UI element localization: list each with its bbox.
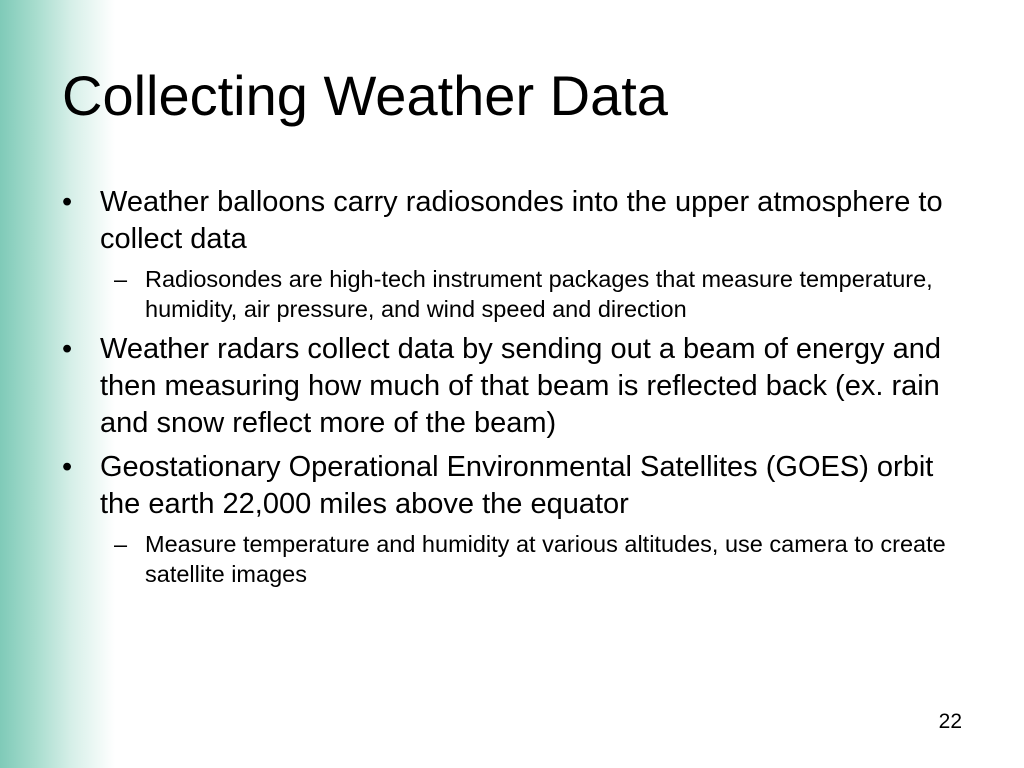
bullet-text: Weather radars collect data by sending out a beam of energy and then measuring how much of that beam is reflected back (ex. rain and snow reflect more of the beam) xyxy=(100,333,941,439)
bullet-marker: • xyxy=(62,186,73,218)
sub-bullet-marker: – xyxy=(114,266,128,292)
bullet-marker: • xyxy=(62,333,73,365)
slide-title: Collecting Weather Data xyxy=(62,64,668,127)
sub-bullet-item xyxy=(62,264,962,324)
slide-body xyxy=(62,184,962,589)
page-number: 22 xyxy=(938,710,962,733)
bullet-text: Geostationary Operational Environmental Satellites (GOES) orbit the earth 22,000 miles above the equator xyxy=(100,451,934,520)
sub-bullet-text: Measure temperature and humidity at various altitudes, use camera to create satellite images xyxy=(145,531,946,587)
bullet-marker: • xyxy=(62,451,73,483)
sub-bullet-text: Radiosondes are high-tech instrument packages that measure temperature, humidity, air pressure, and wind speed and direction xyxy=(145,266,933,322)
sub-bullet-marker: – xyxy=(114,531,128,557)
bullet-item xyxy=(62,449,962,523)
bullet-text: Weather balloons carry radiosondes into the upper atmosphere to collect data xyxy=(100,186,943,255)
bullet-item xyxy=(62,184,962,258)
bullet-item xyxy=(62,331,962,442)
sub-bullet-item xyxy=(62,529,962,589)
